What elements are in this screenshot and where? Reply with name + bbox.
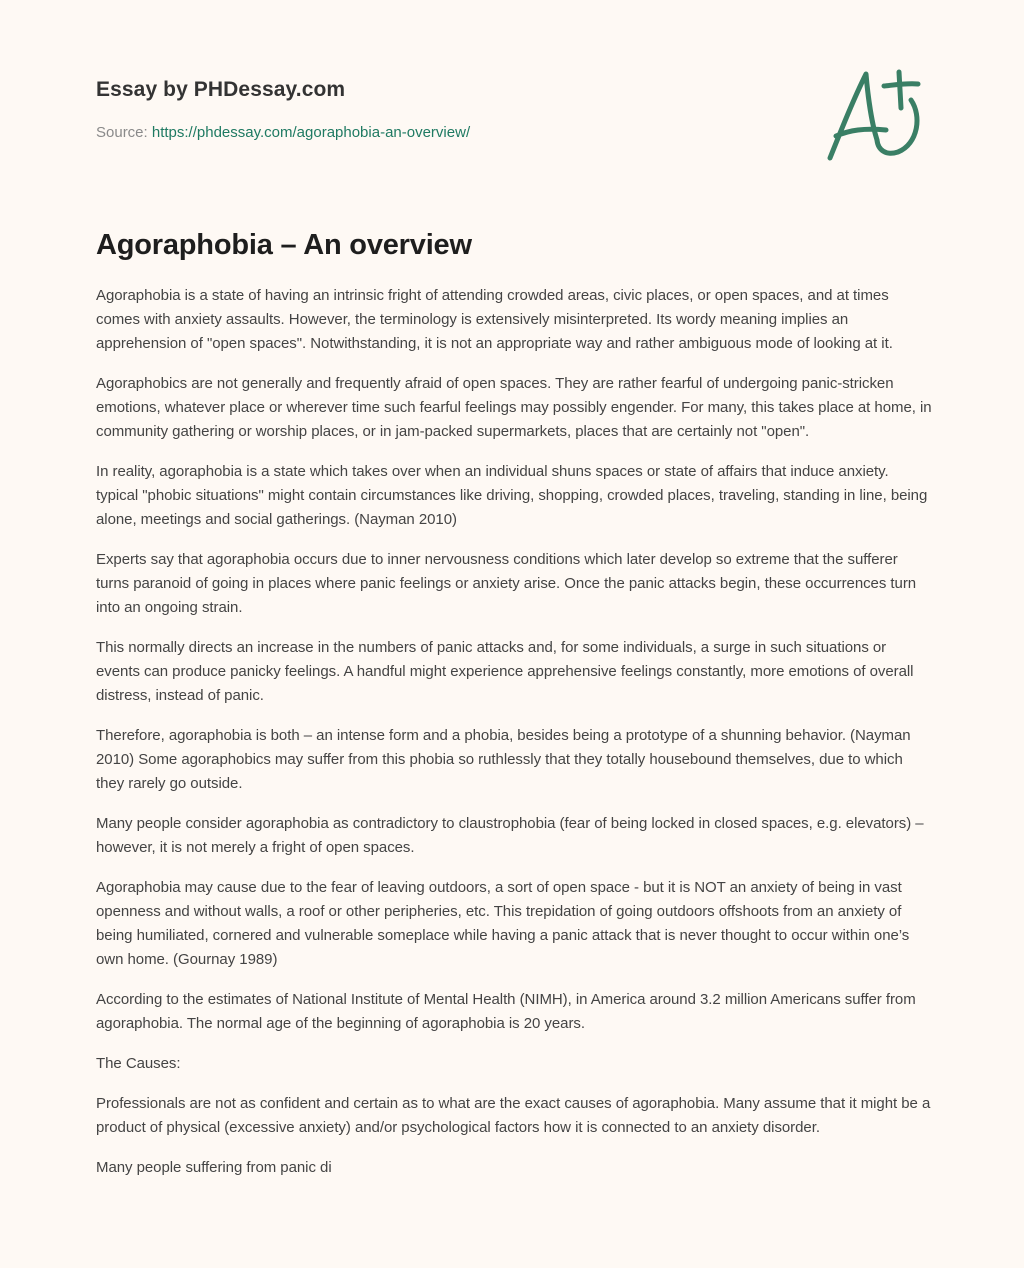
paragraph: Agoraphobia may cause due to the fear of leaving outdoors, a sort of open space - but it is NOT an anxiety of being in vast openness and without walls, a roof or other peripheries, etc. This trepidation of going outdoors offshoots from an anxiety of being humiliated, cornered and vulnerable someplace while having a panic attack that is never thought to occur within one’s own home. (Gournay 1989) — [96, 879, 910, 968]
article-title: Agoraphobia – An overview — [96, 229, 472, 261]
paragraph: This normally directs an increase in the numbers of panic attacks and, for some individuals, a surge in such situations or events can produce panicky feelings. A handful might experience apprehensive feelings constantly, more emotions of overall distress, instead of panic. — [96, 639, 914, 704]
paragraph: Agoraphobics are not generally and frequently afraid of open spaces. They are rather fearful of undergoing panic-stricken emotions, whatever place or wherever time such fearful feelings may possibly engender. For many, this takes place at home, in community gathering or worship places, or in jam-packed supermarkets, places that are certainly not "open". — [96, 375, 932, 440]
paragraph: Therefore, agoraphobia is both – an intense form and a phobia, besides being a prototype of a shunning behavior. (Nayman 2010) Some agoraphobics may suffer from this phobia so ruthlessly that they totally housebound themselves, due to which they rarely go outside. — [96, 727, 911, 792]
page-header — [96, 76, 928, 143]
paragraph: Many people consider agoraphobia as contradictory to claustrophobia (fear of being locked in closed spaces, e.g. elevators) – however, it is not merely a fright of open spaces. — [96, 815, 924, 856]
paragraph-truncated: Many people suffering from panic di — [96, 1159, 332, 1176]
paragraph: Professionals are not as confident and certain as to what are the exact causes of agoraphobia. Many assume that it might be a product of physical (excessive anxiety) and/or psychological factors how it is connected to an anxiety disorder. — [96, 1095, 931, 1136]
source-line — [96, 123, 928, 143]
brand-title: Essay by PHDessay.com — [96, 78, 346, 101]
paragraph: In reality, agoraphobia is a state which takes over when an individual shuns spaces or state of affairs that induce anxiety. typical "phobic situations" might contain circumstances like driving, shopping, crowded places, traveling, standing in line, being alone, meetings and social gatherings. (Nayman 2010) — [96, 463, 928, 528]
paragraph: Experts say that agoraphobia occurs due to inner nervousness conditions which later develop so extreme that the sufferer turns paranoid of going in places where panic feelings or anxiety arise. Once the panic attacks begin, these occurrences turn into an ongoing strain. — [96, 551, 917, 616]
article-body — [96, 284, 932, 1196]
source-link[interactable]: https://phdessay.com/agoraphobia-an-overview/ — [151, 124, 471, 141]
source-label: Source: — [96, 124, 148, 141]
paragraph: According to the estimates of National Institute of Mental Health (NIMH), in America around 3.2 million Americans suffer from agoraphobia. The normal age of the beginning of agoraphobia is 20 years. — [96, 991, 916, 1032]
a-plus-grade-icon — [822, 68, 928, 164]
section-heading-causes: The Causes: — [96, 1055, 181, 1072]
paragraph: Agoraphobia is a state of having an intrinsic fright of attending crowded areas, civic places, or open spaces, and at times comes with anxiety assaults. However, the terminology is extensively misinterpreted. Its wordy meaning implies an apprehension of "open spaces". Notwithstanding, it is not an appropriate way and rather ambiguous mode of looking at it. — [96, 287, 893, 352]
